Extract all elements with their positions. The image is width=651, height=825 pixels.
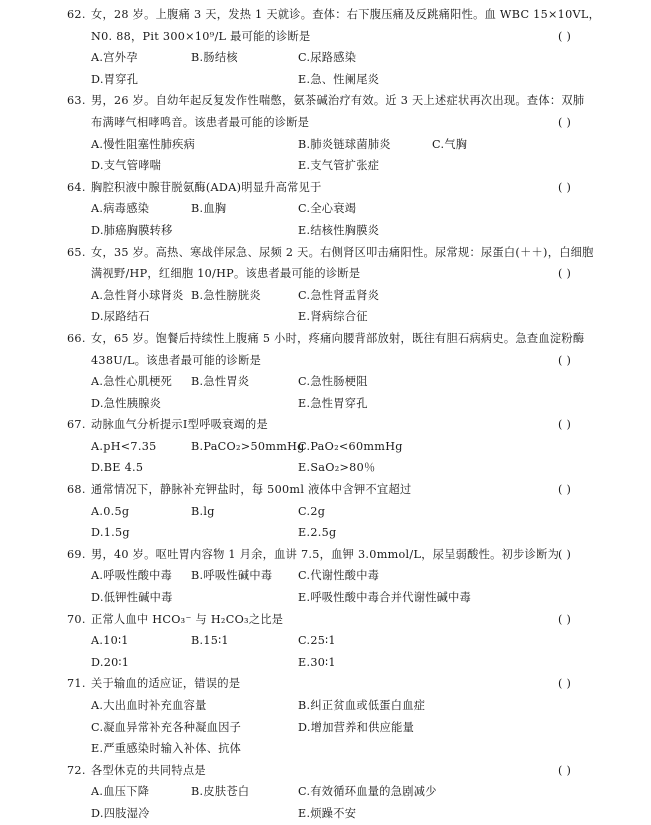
question-64-stem <box>0 177 651 199</box>
question-68-options <box>0 522 651 544</box>
option-c: C.急性肾盂肾炎 <box>298 288 380 302</box>
option-c: C.有效循环血量的急剧减少 <box>298 785 437 799</box>
question-number: 68. <box>67 483 86 497</box>
question-70-stem <box>0 609 651 631</box>
question-stem: 布满哮气相哮鸣音。该患者最可能的诊断是 <box>91 115 310 129</box>
option-b: B.肠结核 <box>191 51 238 65</box>
question-stem: 女，65 岁。饱餐后持续性上腹痛 5 小时，疼痛向腰背部放射，既往有胆石病病史。急查血淀粉酶 <box>91 331 585 345</box>
question-63-stem-cont <box>0 112 651 134</box>
option-c: C.25∶1 <box>298 634 336 648</box>
option-a: A.pH<7.35 <box>91 439 157 453</box>
question-number: 67. <box>67 418 86 432</box>
question-stem: 动脉血气分析提示Ⅰ型呼吸衰竭的是 <box>91 418 269 432</box>
question-64-options <box>0 220 651 242</box>
question-71-stem <box>0 673 651 695</box>
option-b: B.皮肤苍白 <box>191 785 250 799</box>
question-67-options <box>0 436 651 458</box>
question-66-stem-cont <box>0 350 651 372</box>
option-a: A.慢性阻塞性肺疾病 <box>91 137 196 151</box>
question-number: 71. <box>67 677 86 691</box>
option-c: C.代谢性酸中毒 <box>298 569 380 583</box>
question-65-options <box>0 285 651 307</box>
option-a: A.大出血时补充血容量 <box>91 699 207 712</box>
question-65-stem-cont <box>0 263 651 285</box>
question-71-options <box>0 695 651 717</box>
question-62-stem-cont <box>0 26 651 48</box>
question-number: 72. <box>67 763 86 777</box>
question-stem: 满视野/HP，红细胞 10/HP。该患者最可能的诊断是 <box>91 267 361 281</box>
question-stem: 男，40 岁。呕吐胃内容物 1 月余，血讲 7.5，血钾 3.0mmol/L，尿呈弱酸性。初步诊断为 <box>91 547 560 561</box>
question-number: 70. <box>67 612 86 626</box>
question-64-options <box>0 198 651 220</box>
option-d: D.胃穿孔 <box>91 72 139 86</box>
question-66-options <box>0 371 651 393</box>
option-b: B.急性胃炎 <box>191 375 250 389</box>
option-d: D.BE 4.5 <box>91 461 144 475</box>
answer-blank: ( ) <box>558 353 572 367</box>
question-stem: 胸腔积液中腺苷脱氨酶(ADA)明显升高常见于 <box>91 180 322 194</box>
question-stem: 正常人血中 HCO₃⁻ 与 H₂CO₃之比是 <box>91 612 284 626</box>
option-b: B.lg <box>191 504 215 518</box>
option-b: B.急性膀胱炎 <box>191 288 261 302</box>
question-69-options <box>0 565 651 587</box>
question-69-options <box>0 587 651 609</box>
question-stem: 关于输血的适应证，错误的是 <box>91 677 241 691</box>
option-a: A.病毒感染 <box>91 202 150 216</box>
option-d: D.20∶1 <box>91 655 130 669</box>
option-a: A.宫外孕 <box>91 51 138 65</box>
question-stem: 女，35 岁。高热、寒战伴尿急、尿频 2 天。右侧肾区叩击痛阳性。尿常规：尿蛋白(＋＋)，白细胞 <box>91 245 594 259</box>
answer-blank: ( ) <box>558 483 572 497</box>
question-65-options <box>0 306 651 328</box>
option-e: E.严重感染时输入补体、抗体 <box>91 742 242 756</box>
question-stem: 女，28 岁。上腹痛 3 天，发热 1 天就诊。查体：右下腹压痛及反跳痛阳性。血 WBC 15×10VL， <box>91 8 601 21</box>
question-71-options <box>0 717 651 739</box>
option-d: D.尿路结石 <box>91 310 150 324</box>
option-e: E.30∶1 <box>298 655 336 669</box>
question-72-options <box>0 781 651 803</box>
option-a: A.呼吸性酸中毒 <box>91 569 173 583</box>
option-a: A.10∶1 <box>91 634 129 648</box>
question-stem: N0. 88，Pit 300×10⁹/L 最可能的诊断是 <box>91 29 311 43</box>
option-e: E.急、性阑尾炎 <box>298 72 380 86</box>
question-stem: 438U/L。该患者最可能的诊断是 <box>91 353 262 367</box>
answer-blank: ( ) <box>558 547 572 561</box>
question-62-stem <box>0 4 651 26</box>
question-66-options <box>0 393 651 415</box>
answer-blank: ( ) <box>558 612 572 626</box>
question-72-stem <box>0 760 651 782</box>
question-number: 64. <box>67 180 86 194</box>
question-stem: 男，26 岁。自幼年起反复发作性喘憋，氨茶碱治疗有效。近 3 天上述症状再次出现。查体：双肺 <box>91 94 585 108</box>
option-c: C.急性肠梗阻 <box>298 375 368 389</box>
answer-blank: ( ) <box>558 115 572 129</box>
question-68-options <box>0 501 651 523</box>
option-b: B.PaCO₂>50mmHg <box>191 439 305 453</box>
option-e: E.2.5g <box>298 526 337 540</box>
answer-blank: ( ) <box>558 267 572 281</box>
question-62-options <box>0 69 651 91</box>
question-number: 63. <box>67 94 86 108</box>
question-62-options <box>0 47 651 69</box>
option-d: D.四肢湿冷 <box>91 806 150 820</box>
question-number: 66. <box>67 331 86 345</box>
question-69-stem <box>0 544 651 566</box>
answer-blank: ( ) <box>558 677 572 691</box>
question-70-options <box>0 630 651 652</box>
question-65-stem <box>0 242 651 264</box>
question-71-options <box>0 738 651 760</box>
question-72-options <box>0 803 651 825</box>
option-e: E.SaO₂>80％ <box>298 461 376 475</box>
question-stem: 通常情况下，静脉补充钾盐时，每 500ml 液体中含钾不宜超过 <box>91 483 412 497</box>
question-stem: 各型休克的共同特点是 <box>91 763 206 777</box>
option-d: D.低钾性碱中毒 <box>91 591 173 605</box>
option-c: C.2g <box>298 504 326 518</box>
question-70-options <box>0 652 651 674</box>
question-63-stem <box>0 90 651 112</box>
answer-blank: ( ) <box>558 29 572 43</box>
option-e: E.急性胃穿孔 <box>298 396 368 410</box>
answer-blank: ( ) <box>558 180 572 194</box>
option-a: A.急性心肌梗死 <box>91 375 173 389</box>
question-67-stem <box>0 414 651 436</box>
question-63-options <box>0 155 651 177</box>
option-e: E.支气管扩张症 <box>298 159 380 173</box>
option-c: C.尿路感染 <box>298 51 357 65</box>
option-a: A.急性肾小球肾炎 <box>91 288 184 302</box>
question-number: 65. <box>67 245 86 259</box>
option-a: A.血压下降 <box>91 785 150 799</box>
option-e: E.呼吸性酸中毒合并代谢性碱中毒 <box>298 591 472 605</box>
option-d: D.1.5g <box>91 526 130 540</box>
option-e: E.肾病综合征 <box>298 310 368 324</box>
question-68-stem <box>0 479 651 501</box>
option-c: C.PaO₂<60mmHg <box>298 439 403 453</box>
option-e: E.结核性胸膜炎 <box>298 223 380 237</box>
option-b: B.肺炎链球菌肺炎 <box>298 137 391 151</box>
question-66-stem <box>0 328 651 350</box>
question-number: 69. <box>67 547 86 561</box>
option-c: C.凝血异常补充各种凝血因子 <box>91 720 242 734</box>
option-c: C.气胸 <box>432 137 468 151</box>
answer-blank: ( ) <box>558 418 572 432</box>
question-67-options <box>0 457 651 479</box>
option-d: D.增加营养和供应能量 <box>298 720 415 734</box>
option-b: B.血胸 <box>191 202 227 216</box>
option-b: B.15∶1 <box>191 634 229 648</box>
option-d: D.急性胰腺炎 <box>91 396 162 410</box>
option-d: D.肺癌胸膜转移 <box>91 223 173 237</box>
question-63-options <box>0 134 651 156</box>
option-b: B.呼吸性碱中毒 <box>191 569 273 583</box>
option-c: C.全心衰竭 <box>298 202 357 216</box>
option-a: A.0.5g <box>91 504 130 518</box>
question-number: 62. <box>67 8 86 21</box>
option-d: D.支气管哮喘 <box>91 159 162 173</box>
option-b: B.纠正贫血或低蛋白血症 <box>298 699 426 712</box>
answer-blank: ( ) <box>558 763 572 777</box>
option-e: E.烦躁不安 <box>298 806 357 820</box>
